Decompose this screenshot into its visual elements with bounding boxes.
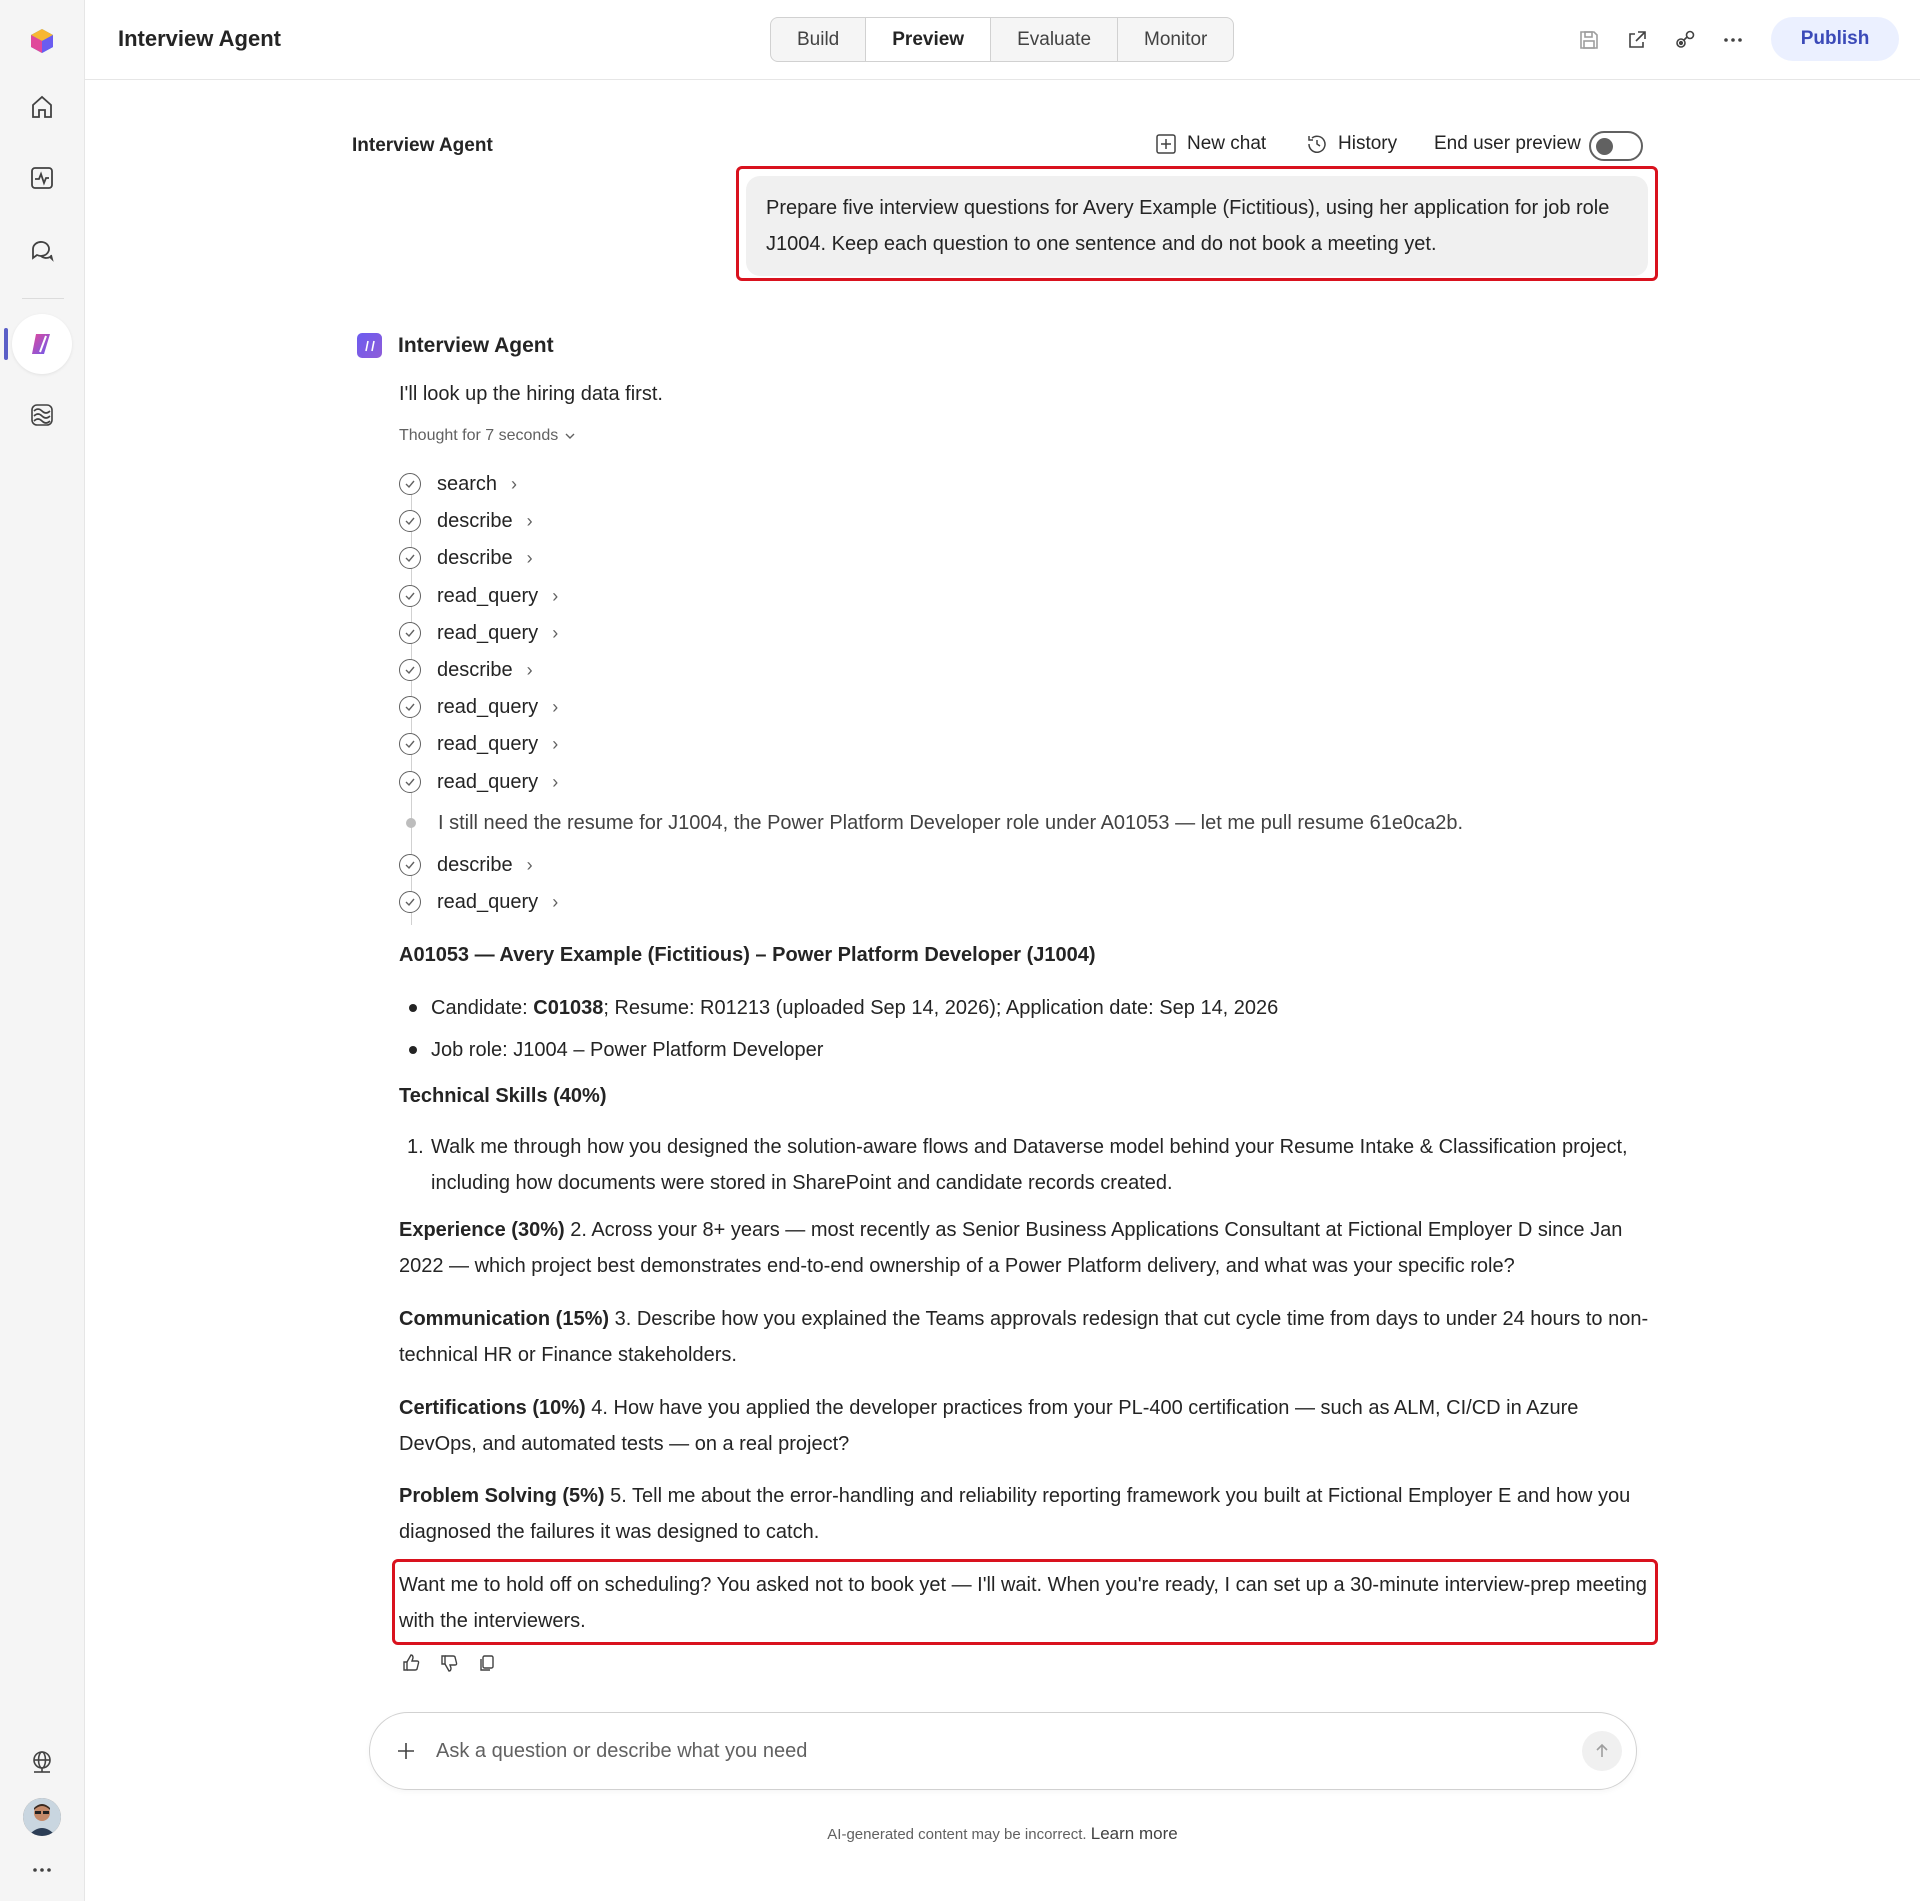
history-label: History [1338, 133, 1398, 154]
section-title: Experience (30%) [399, 1219, 565, 1241]
check-circle-icon [399, 622, 421, 644]
top-header [85, 0, 1920, 80]
section-title: Certifications (10%) [399, 1397, 586, 1419]
chat-input[interactable] [436, 1731, 1536, 1771]
question-item [399, 1478, 1649, 1550]
chevron-right-icon: › [552, 891, 559, 912]
question-item [399, 1301, 1649, 1373]
chevron-right-icon: › [552, 622, 559, 643]
closing-message: Want me to hold off on scheduling? You asked not to book yet — I'll wait. When you're ready, I can set up a 30-minute interview-prep meeting with the interviewers. [399, 1574, 1647, 1632]
step-label: read_query [437, 770, 539, 793]
chat-icon[interactable] [20, 228, 64, 272]
left-rail [0, 0, 85, 1901]
composer [369, 1712, 1637, 1790]
new-chat-icon [1155, 133, 1177, 155]
timeline-dot [406, 818, 416, 828]
section-title: Problem Solving (5%) [399, 1485, 605, 1507]
check-circle-icon [399, 891, 421, 913]
end-user-preview-text: End user preview [1434, 133, 1581, 154]
user-message: Prepare five interview questions for Avery Example (Fictitious), using her application for job role J1004. Keep each question to one sentence and do not book a meeting yet. [746, 176, 1648, 276]
list-item [399, 1029, 1649, 1071]
step-label: read_query [437, 584, 539, 607]
thumbs-down-icon[interactable] [438, 1652, 460, 1674]
check-circle-icon [399, 771, 421, 793]
chevron-right-icon: › [511, 473, 518, 494]
step-item[interactable] [399, 729, 558, 759]
question-item [399, 1129, 1649, 1201]
question-item [399, 1212, 1649, 1284]
tab-evaluate[interactable]: Evaluate [991, 18, 1118, 61]
chevron-down-icon [564, 430, 576, 442]
job-role: Job role: J1004 – Power Platform Developer [431, 1039, 824, 1061]
check-circle-icon [399, 659, 421, 681]
end-user-preview-label [1434, 133, 1581, 155]
check-circle-icon [399, 696, 421, 718]
connections-icon[interactable] [1669, 24, 1701, 56]
app-title: Interview Agent [118, 26, 281, 51]
chevron-right-icon: › [552, 585, 559, 606]
question-number: 1. [407, 1136, 424, 1158]
step-item[interactable] [399, 850, 533, 880]
step-item[interactable] [399, 767, 558, 797]
active-indicator [4, 328, 8, 360]
toggle-knob [1596, 138, 1613, 155]
check-circle-icon [399, 547, 421, 569]
step-label: read_query [437, 695, 539, 718]
chevron-right-icon: › [552, 771, 559, 792]
step-label: describe [437, 546, 513, 569]
check-circle-icon [399, 473, 421, 495]
chevron-right-icon: › [526, 854, 533, 875]
send-button[interactable] [1582, 1731, 1622, 1771]
step-label: describe [437, 509, 513, 532]
check-circle-icon [399, 854, 421, 876]
copy-icon[interactable] [476, 1652, 498, 1674]
question-text: Walk me through how you designed the solution-aware flows and Dataverse model behind your Resume Intake & Classification project, including how documents were stored in SharePoint and candidate records created. [431, 1136, 1628, 1194]
agent-intro: I'll look up the hiring data first. [399, 383, 663, 405]
section-title: Technical Skills (40%) [399, 1085, 607, 1107]
step-note-text: I still need the resume for J1004, the Power Platform Developer role under A01053 — let me pull resume 61e0ca2b. [438, 811, 1464, 834]
send-arrow-icon [1592, 1741, 1612, 1761]
step-label: describe [437, 853, 513, 876]
chevron-right-icon: › [552, 733, 559, 754]
learn-more-link[interactable]: Learn more [1090, 1824, 1178, 1843]
share-icon[interactable] [1621, 24, 1653, 56]
check-circle-icon [399, 510, 421, 532]
thought-toggle[interactable] [399, 427, 576, 445]
check-circle-icon [399, 585, 421, 607]
chevron-right-icon: › [526, 510, 533, 531]
tab-bar [770, 17, 1234, 62]
history-button[interactable] [1306, 133, 1397, 155]
step-label: search [437, 472, 498, 495]
globe-icon[interactable] [20, 1740, 64, 1784]
history-icon [1306, 133, 1328, 155]
thumbs-up-icon[interactable] [400, 1652, 422, 1674]
list-item [399, 987, 1649, 1029]
new-chat-button[interactable] [1155, 133, 1266, 155]
question-text: 3. Describe how you explained the Teams approvals redesign that cut cycle time from days to under 24 hours to non-technical HR or Finance stakeholders. [399, 1308, 1649, 1366]
agent-header [357, 333, 554, 358]
agent-logo-icon [357, 333, 382, 358]
chevron-right-icon: › [526, 659, 533, 680]
step-item[interactable] [399, 506, 533, 536]
end-user-preview-toggle[interactable] [1589, 131, 1643, 161]
candidate-details: ; Resume: R01213 (uploaded Sep 14, 2026); Application date: Sep 14, 2026 [603, 997, 1279, 1019]
more-icon[interactable] [20, 1848, 64, 1892]
step-label: read_query [437, 732, 539, 755]
more-options-icon[interactable] [1717, 24, 1749, 56]
activity-icon[interactable] [20, 156, 64, 200]
section-title: Communication (15%) [399, 1308, 610, 1330]
new-chat-label: New chat [1187, 133, 1267, 154]
app-logo-icon[interactable] [20, 19, 64, 63]
application-details [399, 987, 1649, 1071]
chevron-right-icon: › [552, 696, 559, 717]
disclaimer-text: AI-generated content may be incorrect. [827, 1826, 1087, 1843]
step-item[interactable] [399, 543, 533, 573]
agent-name: Interview Agent [398, 333, 554, 357]
home-icon[interactable] [20, 85, 64, 129]
question-item [399, 1390, 1649, 1462]
footer-disclaimer [0, 1824, 1920, 1844]
step-item[interactable] [399, 887, 558, 917]
chevron-right-icon: › [526, 547, 533, 568]
rail-divider [22, 298, 64, 299]
tab-build[interactable]: Build [771, 18, 866, 61]
check-circle-icon [399, 733, 421, 755]
application-heading: A01053 — Avery Example (Fictitious) – Power Platform Developer (J1004) [399, 944, 1096, 966]
step-item[interactable] [399, 692, 558, 722]
step-label: describe [437, 658, 513, 681]
message-actions [400, 1652, 498, 1674]
publish-button[interactable]: Publish [1771, 17, 1899, 61]
step-item[interactable] [399, 469, 517, 499]
save-icon[interactable] [1573, 24, 1605, 56]
step-item[interactable] [399, 581, 558, 611]
question-text: 2. Across your 8+ years — most recently as Senior Business Applications Consultant at Fictional Employer D since Jan 2022 — which project best demonstrates end-to-end ownership of a Power Platform delivery, and what was your specific role? [399, 1219, 1623, 1277]
add-attachment-icon[interactable] [392, 1737, 420, 1765]
step-note [399, 808, 1463, 838]
candidate-id: C01038 [533, 997, 604, 1019]
candidate-prefix: Candidate: [431, 997, 534, 1019]
agent-icon[interactable] [12, 314, 72, 374]
tab-preview[interactable]: Preview [866, 18, 991, 61]
question-text: 5. Tell me about the error-handling and reliability reporting framework you built at Fictional Employer E and how you diagnosed the failures it was designed to catch. [399, 1485, 1631, 1543]
tab-monitor[interactable]: Monitor [1144, 28, 1208, 50]
step-label: read_query [437, 621, 539, 644]
step-item[interactable] [399, 618, 558, 648]
question-text: 4. How have you applied the developer practices from your PL-400 certification — such as ALM, CI/CD in Azure DevOps, and automated tests — on a real project? [399, 1397, 1579, 1455]
wave-icon[interactable] [20, 393, 64, 437]
chat-title: Interview Agent [352, 135, 493, 156]
step-label: read_query [437, 890, 539, 913]
thought-label: Thought for 7 seconds [399, 427, 559, 444]
step-item[interactable] [399, 655, 533, 685]
